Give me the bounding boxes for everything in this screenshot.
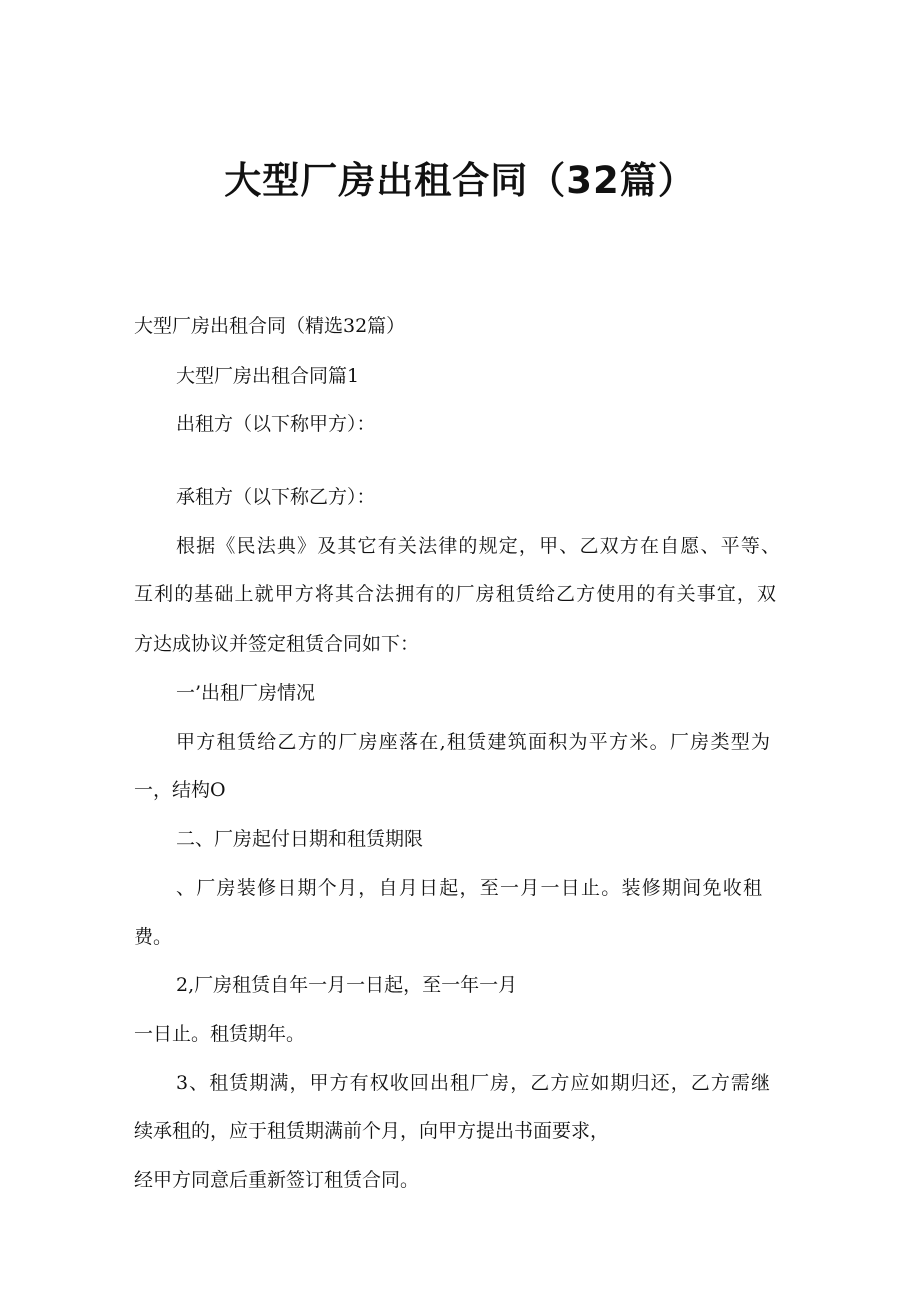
paragraph-line: 承租方（以下称乙方）： — [176, 486, 376, 508]
paragraph-line: 互利的基础上就甲方将其合法拥有的厂房租赁给乙方使用的有关事宜，双 — [134, 583, 776, 605]
paragraph-line: 续承租的，应于租赁期满前个月，向甲方提出书面要求， — [134, 1120, 610, 1142]
paragraph-line: 一，结构O — [134, 779, 226, 801]
paragraph-line: 2,厂房租赁自年一月一日起，至一年一月 — [176, 974, 518, 996]
paragraph-line: 费。 — [134, 926, 173, 948]
section-heading: 一’出租厂房情况 — [176, 682, 316, 704]
paragraph-line: 甲方租赁给乙方的厂房座落在,租赁建筑面积为平方米。厂房类型为 — [176, 731, 770, 753]
paragraph-line: 出租方（以下称甲方）： — [176, 413, 376, 435]
paragraph-line: 方达成协议并签定租赁合同如下： — [134, 633, 420, 655]
paragraph-line: 3、租赁期满，甲方有权收回出租厂房，乙方应如期归还，乙方需继 — [176, 1072, 770, 1094]
document-subtitle: 大型厂房出租合同（精选32篇） — [134, 315, 406, 337]
section-heading: 二、厂房起付日期和租赁期限 — [176, 828, 424, 850]
paragraph-line: 一日止。租赁期年。 — [134, 1023, 306, 1045]
section-heading: 大型厂房出租合同篇1 — [176, 365, 360, 387]
document-title: 大型厂房出租合同（32篇） — [224, 159, 696, 202]
paragraph-line: 根据《民法典》及其它有关法律的规定，甲、乙双方在自愿、平等、 — [176, 535, 780, 557]
paragraph-line: 经甲方同意后重新签订租赁合同。 — [134, 1169, 420, 1191]
paragraph-line: 、厂房装修日期个月，自月日起，至一月一日止。装修期间免收租 — [176, 877, 762, 899]
